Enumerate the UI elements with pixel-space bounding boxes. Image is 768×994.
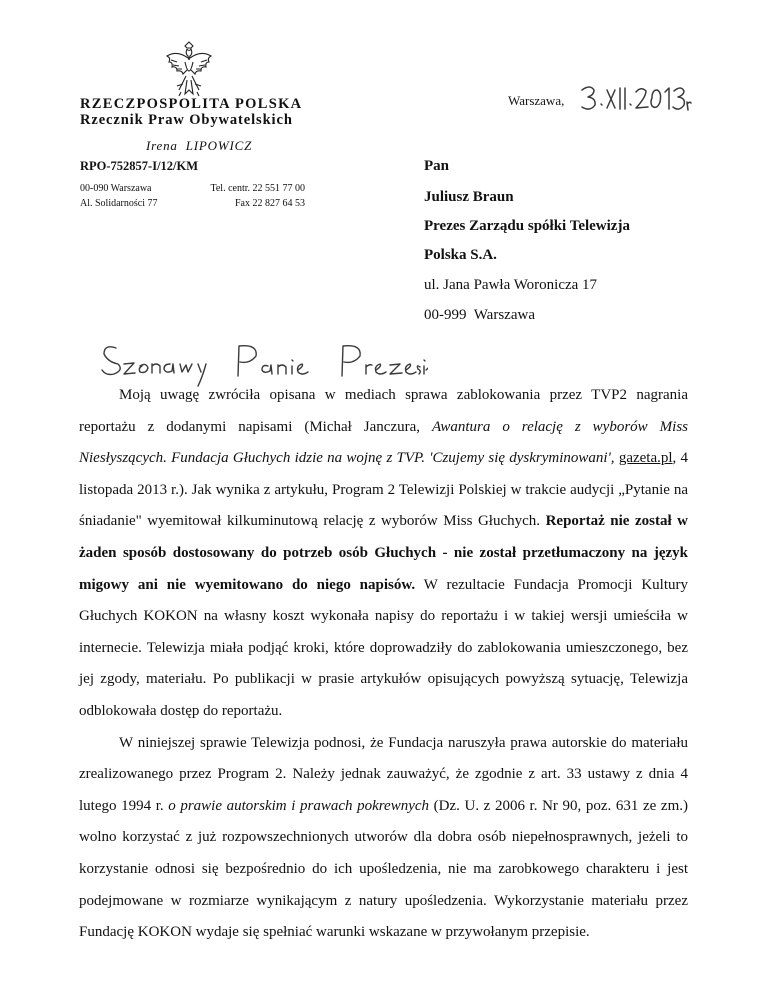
p2-text-2: (Dz. U. z 2006 r. Nr 90, poz. 631 ze zm.) wolno korzystać z już rozpowszechnionych utworów dla dobra osób niepełnosprawnych, jeżeli to korzystanie odnosi się bezpośrednio do ich upośledzenia, nie ma zarobkowego charakteru i jest podejmowane w rozmiarze wynikającym z natury upośledzenia. Wykorzystanie materiału przez Fundację KOKON wydaje się spełniać warunki wskazane w przywołanym przepisie. [79,797,688,941]
recipient-role-line-1: Prezes Zarządu spółki Telewizja [424,218,630,234]
recipient-city: 00-999 Warszawa [424,307,535,323]
p2-text: W niniejszej sprawie Telewizja podnosi, że Fundacja naruszyła prawa autorskie do materiału zrealizowanego przez Program 2. Należy jednak zauważyć, że zgodnie z art. 33 ustawy z dnia 4 lutego 1994 r. [79,734,688,814]
p1-text: Moją uwagę zwróciła opisana w mediach sprawa zablokowania przez TVP2 nagrania reportażu z dodanymi napisami (Michał Janczura, [79,387,688,435]
p2-law-title: o prawie autorskim i prawach pokrewnych [168,797,430,814]
address-line-1: 00-090 Warszawa [80,183,152,194]
p1-text-3: W rezultacie Fundacja Promocji Kultury Głuchych KOKON na własny koszt wykonała napisy do reportażu i w takiej wersji umieściła w internecie. Telewizja miała podjąć kroki, które doprowadziły do zablokowania umieszczonego, bez jej zgody, materiału. Po publikacji w prasie artykułów opisujących powyższą sytuację, Telewizja odblokowała dostęp do reportażu. [79,576,689,719]
phone-number: Tel. centr. 22 551 77 00 [210,183,305,194]
address-line-2: Al. Solidarności 77 [80,198,158,209]
p1-source-link[interactable]: gazeta.pl [618,450,673,467]
paragraph-2 [79,728,688,949]
date-city: Warszawa, [508,93,565,108]
eagle-emblem-icon [163,40,215,98]
paragraph-1 [79,380,688,728]
recipient-salutation: Pan [424,158,450,174]
recipient-name: Juliusz Braun [424,189,514,205]
org-subtitle: Rzecznik Praw Obywatelskich [80,112,293,128]
recipient-street: ul. Jana Pawła Woronicza 17 [424,277,598,293]
recipient-role-line-2: Polska S.A. [424,247,497,263]
p1-article-title: Awantura o relację z wyborów Miss Niesłyszących. Fundacja Głuchych idzie na wojnę z TVP. 'Czujemy się dyskryminowani', [79,418,688,467]
handwritten-date [580,82,692,116]
reference-number: RPO-752857-I/12/KM [80,159,199,173]
p1-bold-statement: Reportaż nie został w żaden sposób dostosowany do potrzeb osób Głuchych - nie został przetłumaczony na język migowy ani nie wyemitowano do niego napisów. [79,513,688,593]
p1-text-2: , 4 listopada 2013 r.). Jak wynika z artykułu, Program 2 Telewizji Polskiej w trakcie audycji „Pytanie na śniadanie" wyemitował kilkuminutową relację z wyborów Miss Głuchych. [79,450,689,530]
ombudsman-name: Irena LIPOWICZ [146,138,253,153]
org-name: RZECZPOSPOLITA POLSKA [80,96,303,112]
letter-body [79,380,688,949]
fax-number: Fax 22 827 64 53 [235,198,305,209]
